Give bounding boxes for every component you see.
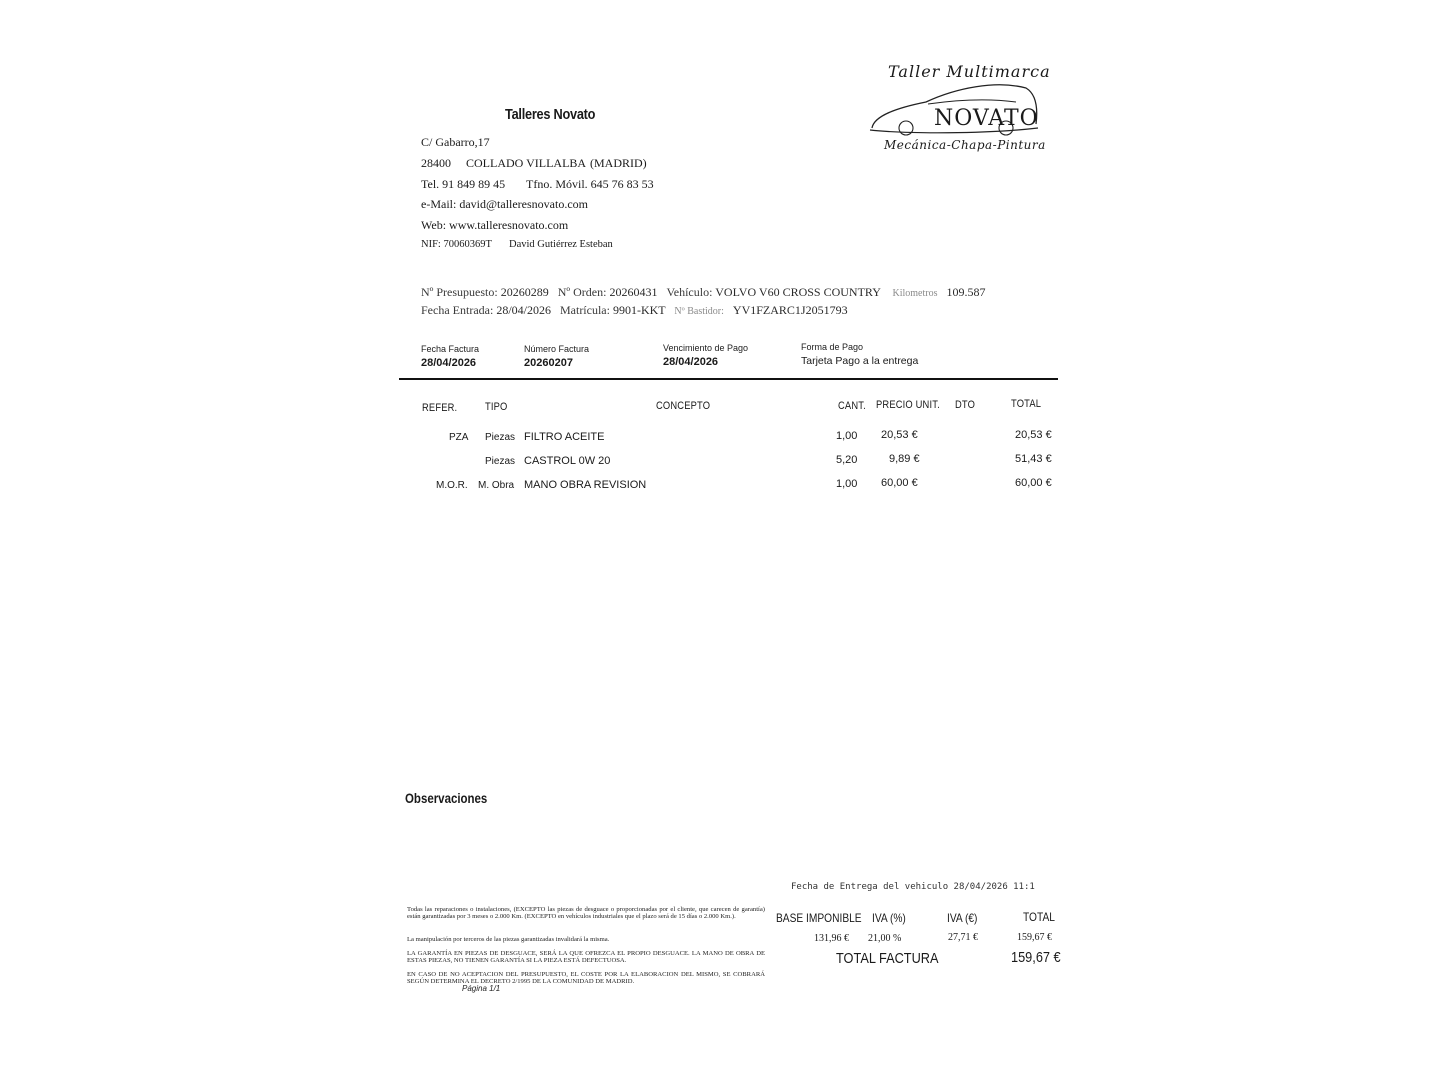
orden-value: 20260431 [609,285,658,299]
company-nif: NIF: 70060369T [421,239,492,250]
row-cant: 5,20 [836,454,858,466]
col-header-dto: DTO [955,399,976,411]
header-divider [399,378,1058,380]
row-total: 60,00 € [1015,477,1052,489]
base-imponible-label: BASE IMPONIBLE [776,911,862,925]
col-header-total: TOTAL [1011,398,1042,410]
row-precio: 9,89 € [889,453,920,465]
row-concepto: FILTRO ACEITE [524,431,605,443]
row-precio: 20,53 € [881,429,918,441]
legal-manipulation: La manipulación por terceros de las piezas garantizadas invalidará la misma. [407,936,610,943]
vencimiento-value: 28/04/2026 [663,356,719,368]
fecha-factura-label: Fecha Factura [421,344,480,354]
entrada-label: Fecha Entrada: [421,303,494,317]
logo-bottom-text: Mecánica-Chapa-Pintura [884,138,1046,152]
vehicle-line-1 [421,285,986,300]
row-total: 20,53 € [1015,429,1052,441]
col-header-precio: PRECIO UNIT. [876,399,940,411]
legal-warranty: Todas las reparaciones o instalaciones, (EXCEPTO las piezas de desguace o proporcionadas por el cliente, que carecen de garantía) están garantizadas por 3 meses o 2.000 Km. (EXCEPTO en vehículos industriales que el plazo será de 15 días o 2.000 Km.). [407,906,765,921]
iva-pct-value: 21,00 % [868,933,902,944]
company-region: (MADRID) [590,156,647,170]
col-header-cant: CANT. [838,400,866,412]
bastidor-label: Nº Bastidor: [674,306,724,317]
company-logo [866,58,1051,158]
forma-pago-value: Tarjeta Pago a la entrega [801,355,919,367]
total-value: 159,67 € [1017,932,1052,943]
fecha-entrega: Fecha de Entrega del vehiculo 28/04/2026 11:1 [791,882,1035,892]
row-concepto: CASTROL 0W 20 [524,455,611,467]
presupuesto-value: 20260289 [500,285,549,299]
legal-presupuesto: EN CASO DE NO ACEPTACION DEL PRESUPUESTO, EL COSTE POR LA ELABORACION DEL MISMO, SE COBRARÁ SEGÚN DETERMINA EL DECRETO 2/1995 DE LA COMUNIDAD DE MADRID. [407,971,765,986]
iva-eur-value: 27,71 € [948,932,978,943]
row-cant: 1,00 [836,430,858,442]
matricula-value: 9901-KKT [612,303,666,317]
row-tipo: Piezas [485,456,516,467]
company-mobile: Tfno. Móvil. 645 76 83 53 [526,177,654,191]
vehiculo-label: Vehículo: [666,285,713,299]
observaciones-heading: Observaciones [405,790,488,806]
numero-factura-label: Número Factura [524,344,590,354]
orden-label: Nº Orden: [557,285,607,299]
logo-top-text: Taller Multimarca [888,62,1051,81]
legal-desguace: LA GARANTÍA EN PIEZAS DE DESGUACE, SERÁ LA QUE OFREZCA EL PROPIO DESGUACE. LA MANO DE OBRA DE ESTAS PIEZAS, NO TIENEN GARANTÍA SI LA PIEZA ESTÁ DEFECTUOSA. [407,950,765,965]
row-tipo: Piezas [485,432,516,443]
page-number: Página 1/1 [462,984,501,993]
fecha-factura-value: 28/04/2026 [421,357,477,369]
company-email: e-Mail: david@talleresnovato.com [421,197,588,211]
col-header-concepto: CONCEPTO [656,400,711,412]
company-address: C/ Gabarro,17 [421,135,490,149]
row-concepto: MANO OBRA REVISION [524,479,647,491]
row-ref: PZA [449,432,469,443]
row-ref: M.O.R. [436,480,468,491]
company-name: Talleres Novato [505,106,596,123]
matricula-label: Matrícula: [559,303,610,317]
km-value: 109.587 [946,285,986,299]
km-label: Kilometros [892,288,938,299]
company-web: Web: www.talleresnovato.com [421,218,569,232]
row-cant: 1,00 [836,478,858,490]
base-imponible-value: 131,96 € [814,933,849,944]
iva-eur-label: IVA (€) [947,911,978,925]
company-city: COLLADO VILLALBA [466,156,587,170]
total-factura-label: TOTAL FACTURA [836,950,939,967]
logo-brand-text: NOVATO [934,106,1039,131]
total-factura-value: 159,67 € [1011,949,1061,966]
iva-pct-label: IVA (%) [872,911,906,925]
row-tipo: M. Obra [478,480,515,491]
col-header-refer: REFER. [422,402,458,414]
entrada-value: 28/04/2026 [496,303,551,317]
numero-factura-value: 20260207 [524,357,573,369]
vehiculo-value: VOLVO V60 CROSS COUNTRY [715,285,881,299]
bastidor-value: YV1FZARC1J2051793 [732,303,848,317]
vencimiento-label: Vencimiento de Pago [663,343,749,353]
company-tel: Tel. 91 849 89 45 [421,177,506,191]
company-owner: David Gutiérrez Esteban [509,239,613,250]
total-label: TOTAL [1023,910,1055,924]
row-precio: 60,00 € [881,477,918,489]
row-total: 51,43 € [1015,453,1052,465]
vehicle-line-2 [421,303,848,318]
col-header-tipo: TIPO [485,401,508,413]
company-postal: 28400 [421,156,451,170]
forma-pago-label: Forma de Pago [801,342,864,352]
presupuesto-label: Nº Presupuesto: [421,285,498,299]
